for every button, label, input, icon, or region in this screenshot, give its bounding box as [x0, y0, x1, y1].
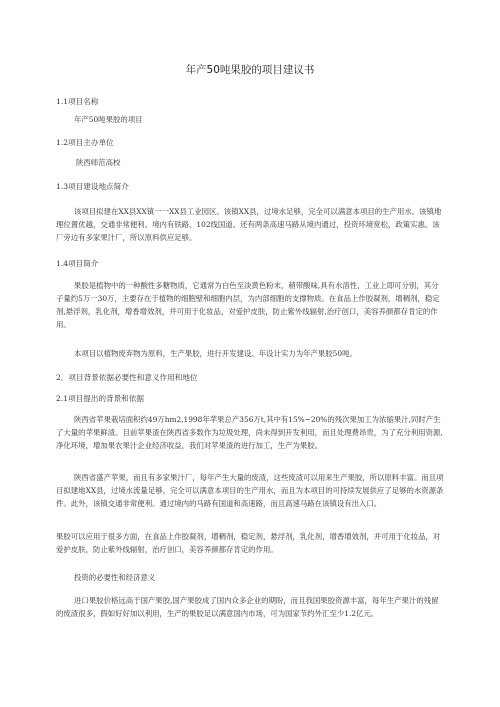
- intro-paragraph-1: 果胶是植物中的一种酸性多糖物质，它通常为白色至淡黄色粉末，稍带酸味,具有水溶性，工业上即可分别，其分子量约5万一30万，主要存在于植物的细胞壁和细胞内层，为内部细胞的支撑物质。在食品上作胶凝剂，增稠剂，稳定剂,悬浮剂，乳化剂，增香增效剂，并可用于化妆品，对爱护皮肤，防止紫外线辐射,治疗创口，美容养颜都存肯定的作用。: [56, 281, 440, 329]
- intro-paragraph-2: 本项目以植物废弃物为原料，生产果胶，进行开发建设。年设计实力为年产果胶50吨。: [74, 349, 357, 358]
- project-name-text: 年产50吨果胶的项目: [74, 115, 143, 124]
- background-paragraph-1: 陕西省苹果栽培面积约49万hm2,1998年苹果总产356万t,其中有15%~20%的残次果加工为浓缩果汁,同时产生了大量的苹果鲜渣。目前苹果渣在陕西省多数作为垃圾处理，尚未得到开发利用，而且处理费昂贵，为了充分利用资源,净化环境，增加果农果汁企业经济收益，我们对苹果渣的进行加工，生产为果胶。: [56, 415, 443, 450]
- sponsor-text: 陕西师范高校: [76, 158, 121, 167]
- necessity-heading: 投资的必要性和经济意义: [74, 573, 156, 582]
- location-paragraph: 该项目拟建在XX县XX镇一一XX县工业园区。该镇XX县，过境水足够，完全可以满意本项目的生产用水。该镇地理位置优越，交通非常便利。境内有铁路、102线国道、还有两条高速马路从境内通过，投资环境宽松，政策实惠。该厂旁边有多家果汁厂，所以原料供应足够。: [56, 207, 442, 242]
- document-title: 年产50吨果胶的项目建议书: [185, 64, 315, 76]
- heading-1-2: 1.2项目主办单位: [56, 138, 114, 147]
- heading-2-1: 2.1项目提出的背景和依据: [56, 394, 145, 403]
- necessity-paragraph: 进口果胶价格远高于国产果胶,国产果胶成了国内众多企业的期盼，而且我国果胶资源丰富，每年生产果汁的残留的废渣很多，假如好好加以利用，生产的果胶足以满意国内市场，可为国家节约外汇至少1.2亿元。: [56, 596, 439, 618]
- background-paragraph-3: 果胶可以应用于很多方面，在食品上作胶凝剂，增稠剂，稳定剂，悬浮剂，乳化剂，增香增效剂，并可用于化妆品，对爱护皮肤，防止紫外线辐射，治疗创口，美容养颜都存肯定的作用。: [56, 532, 441, 554]
- heading-1-3: 1.3项目建设地点简介: [56, 182, 129, 191]
- heading-1-1: 1.1项目名称: [56, 97, 99, 106]
- heading-2: 2．项目背景依据必要性和意义作用和地位: [56, 373, 198, 382]
- background-paragraph-2: 陕西省盛产苹果，而且有多家果汁厂，每年产生大量的废渣，这些废渣可以用来生产果胶，所以原料丰富。而且项目拟建地XX县，过境水流量足够，完全可以满意本项目的生产用水，而且为本项目的可持续发展供应了足够的水资源条件。此外，该镇交通非常便利。通过境内的马路有国道和高速路，而且高速马路在该镇设有出入口。: [56, 473, 444, 508]
- heading-1-4: 1.4项目简介: [56, 259, 99, 268]
